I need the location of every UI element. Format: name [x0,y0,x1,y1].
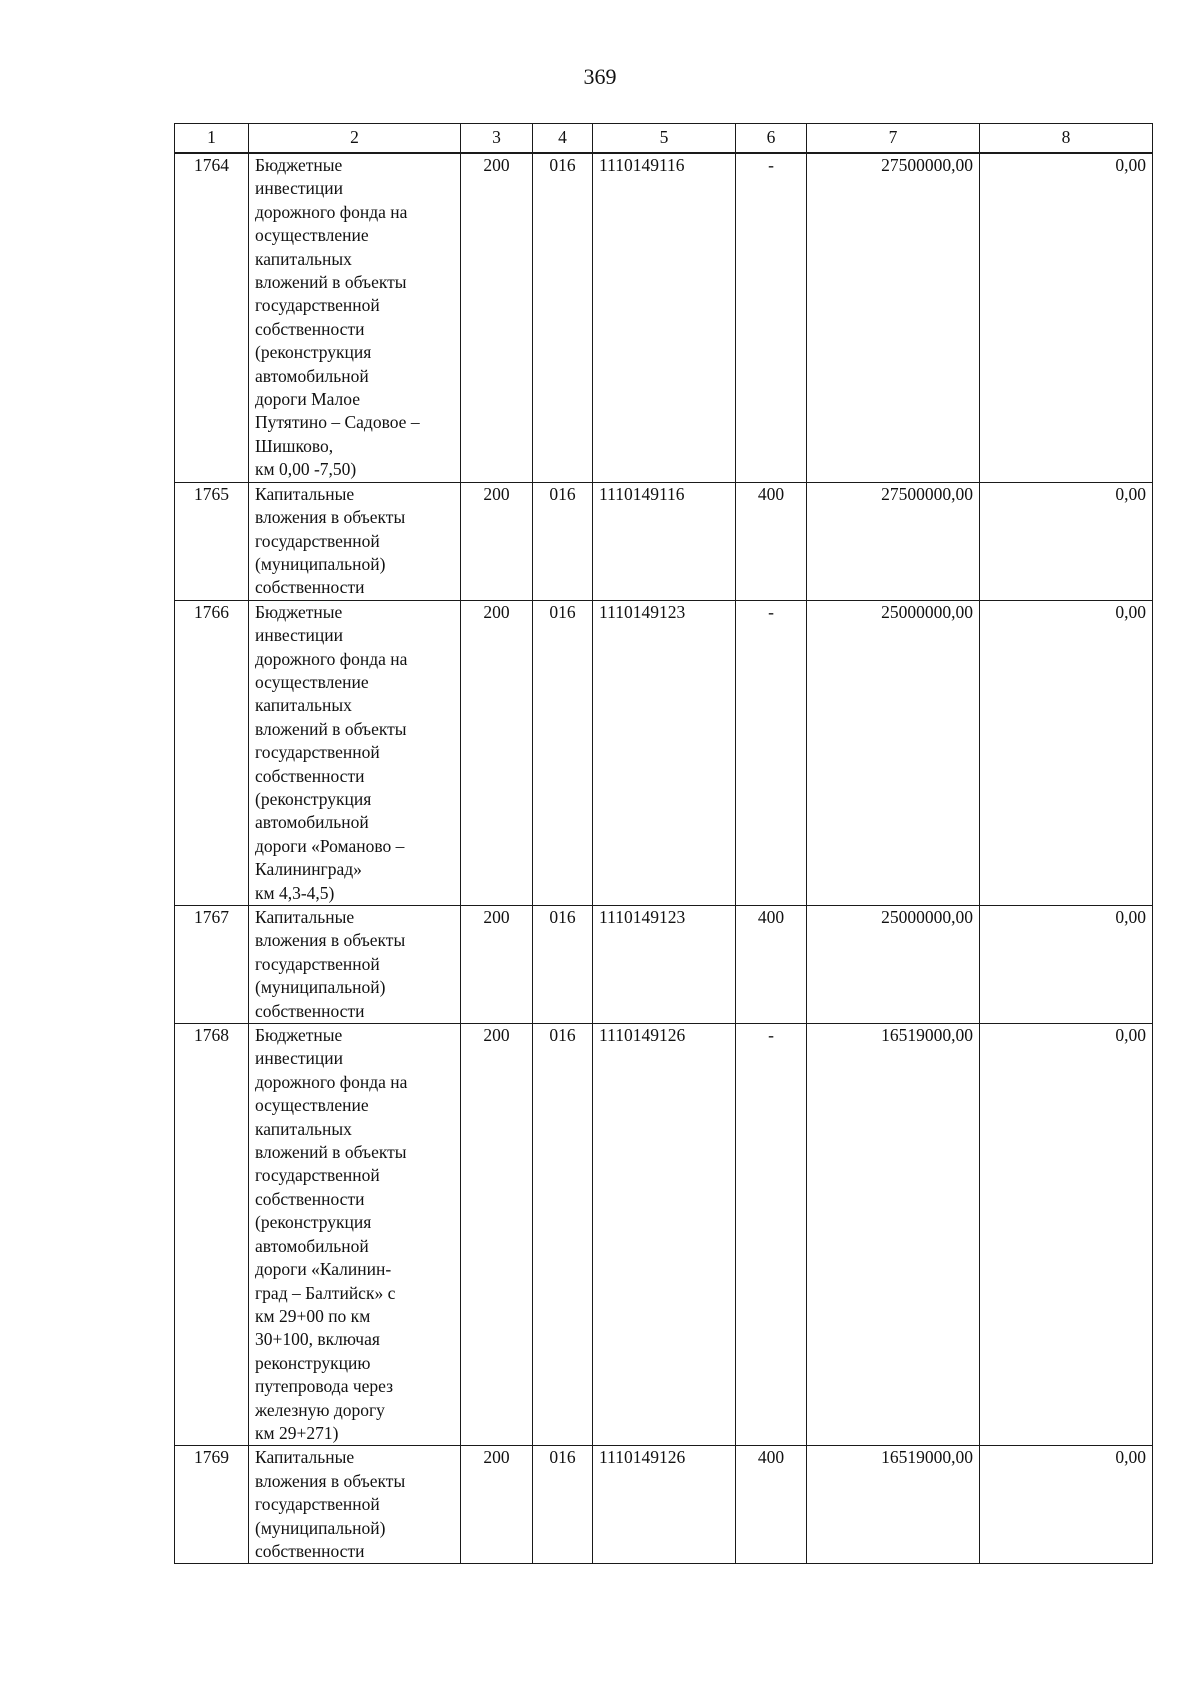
cell-col6: 400 [736,1446,807,1564]
row-number: 1767 [175,906,249,1024]
cell-col5: 1110149116 [593,482,736,600]
cell-col3: 200 [461,906,533,1024]
cell-col3: 200 [461,1024,533,1446]
cell-col7: 27500000,00 [807,153,980,482]
row-description: Бюджетные инвестиции дорожного фонда на осуществление капитальных вложений в объекты государственной собственности (реконструкция автомобильной дороги «Романово – Калининград» км 4,3-4,5) [249,600,461,905]
cell-col4: 016 [533,153,593,482]
row-description: Бюджетные инвестиции дорожного фонда на осуществление капитальных вложений в объекты государственной собственности (реконструкция автомобильной дороги «Калинин- град – Балтийск» с км 29+00 по км 30+100, включая реконструкцию путепровода через железную дорогу км 29+271) [249,1024,461,1446]
cell-col3: 200 [461,1446,533,1564]
header-row [175,124,1153,154]
column-header-1: 1 [175,124,249,154]
cell-col8: 0,00 [980,1024,1153,1446]
cell-col8: 0,00 [980,600,1153,905]
cell-col5: 1110149126 [593,1024,736,1446]
row-number: 1765 [175,482,249,600]
row-number: 1766 [175,600,249,905]
column-header-7: 7 [807,124,980,154]
column-header-6: 6 [736,124,807,154]
cell-col7: 25000000,00 [807,600,980,905]
row-number: 1764 [175,153,249,482]
row-description: Бюджетные инвестиции дорожного фонда на осуществление капитальных вложений в объекты государственной собственности (реконструкция автомобильной дороги Малое Путятино – Садовое – Шишково, км 0,00 -7,50) [249,153,461,482]
cell-col6: 400 [736,906,807,1024]
table-row [175,482,1153,600]
row-number: 1769 [175,1446,249,1564]
row-number: 1768 [175,1024,249,1446]
cell-col3: 200 [461,153,533,482]
column-header-5: 5 [593,124,736,154]
cell-col6: - [736,1024,807,1446]
cell-col4: 016 [533,1024,593,1446]
cell-col3: 200 [461,482,533,600]
cell-col4: 016 [533,906,593,1024]
table-body [175,153,1153,1564]
budget-table [174,123,1153,1564]
cell-col8: 0,00 [980,906,1153,1024]
table-row [175,906,1153,1024]
column-header-4: 4 [533,124,593,154]
cell-col6: - [736,153,807,482]
cell-col7: 25000000,00 [807,906,980,1024]
cell-col5: 1110149116 [593,153,736,482]
cell-col3: 200 [461,600,533,905]
cell-col4: 016 [533,1446,593,1564]
cell-col8: 0,00 [980,1446,1153,1564]
column-header-3: 3 [461,124,533,154]
cell-col4: 016 [533,482,593,600]
cell-col8: 0,00 [980,482,1153,600]
table-header [175,124,1153,154]
row-description: Капитальные вложения в объекты государственной (муниципальной) собственности [249,1446,461,1564]
cell-col4: 016 [533,600,593,905]
row-description: Капитальные вложения в объекты государственной (муниципальной) собственности [249,906,461,1024]
table-row [175,153,1153,482]
table-row [175,1024,1153,1446]
column-header-2: 2 [249,124,461,154]
row-description: Капитальные вложения в объекты государственной (муниципальной) собственности [249,482,461,600]
cell-col7: 16519000,00 [807,1446,980,1564]
table-row [175,600,1153,905]
cell-col5: 1110149126 [593,1446,736,1564]
page-number: 369 [583,64,617,89]
table-row [175,1446,1153,1564]
cell-col8: 0,00 [980,153,1153,482]
cell-col6: - [736,600,807,905]
column-header-8: 8 [980,124,1153,154]
cell-col7: 27500000,00 [807,482,980,600]
cell-col6: 400 [736,482,807,600]
cell-col5: 1110149123 [593,600,736,905]
cell-col7: 16519000,00 [807,1024,980,1446]
cell-col5: 1110149123 [593,906,736,1024]
